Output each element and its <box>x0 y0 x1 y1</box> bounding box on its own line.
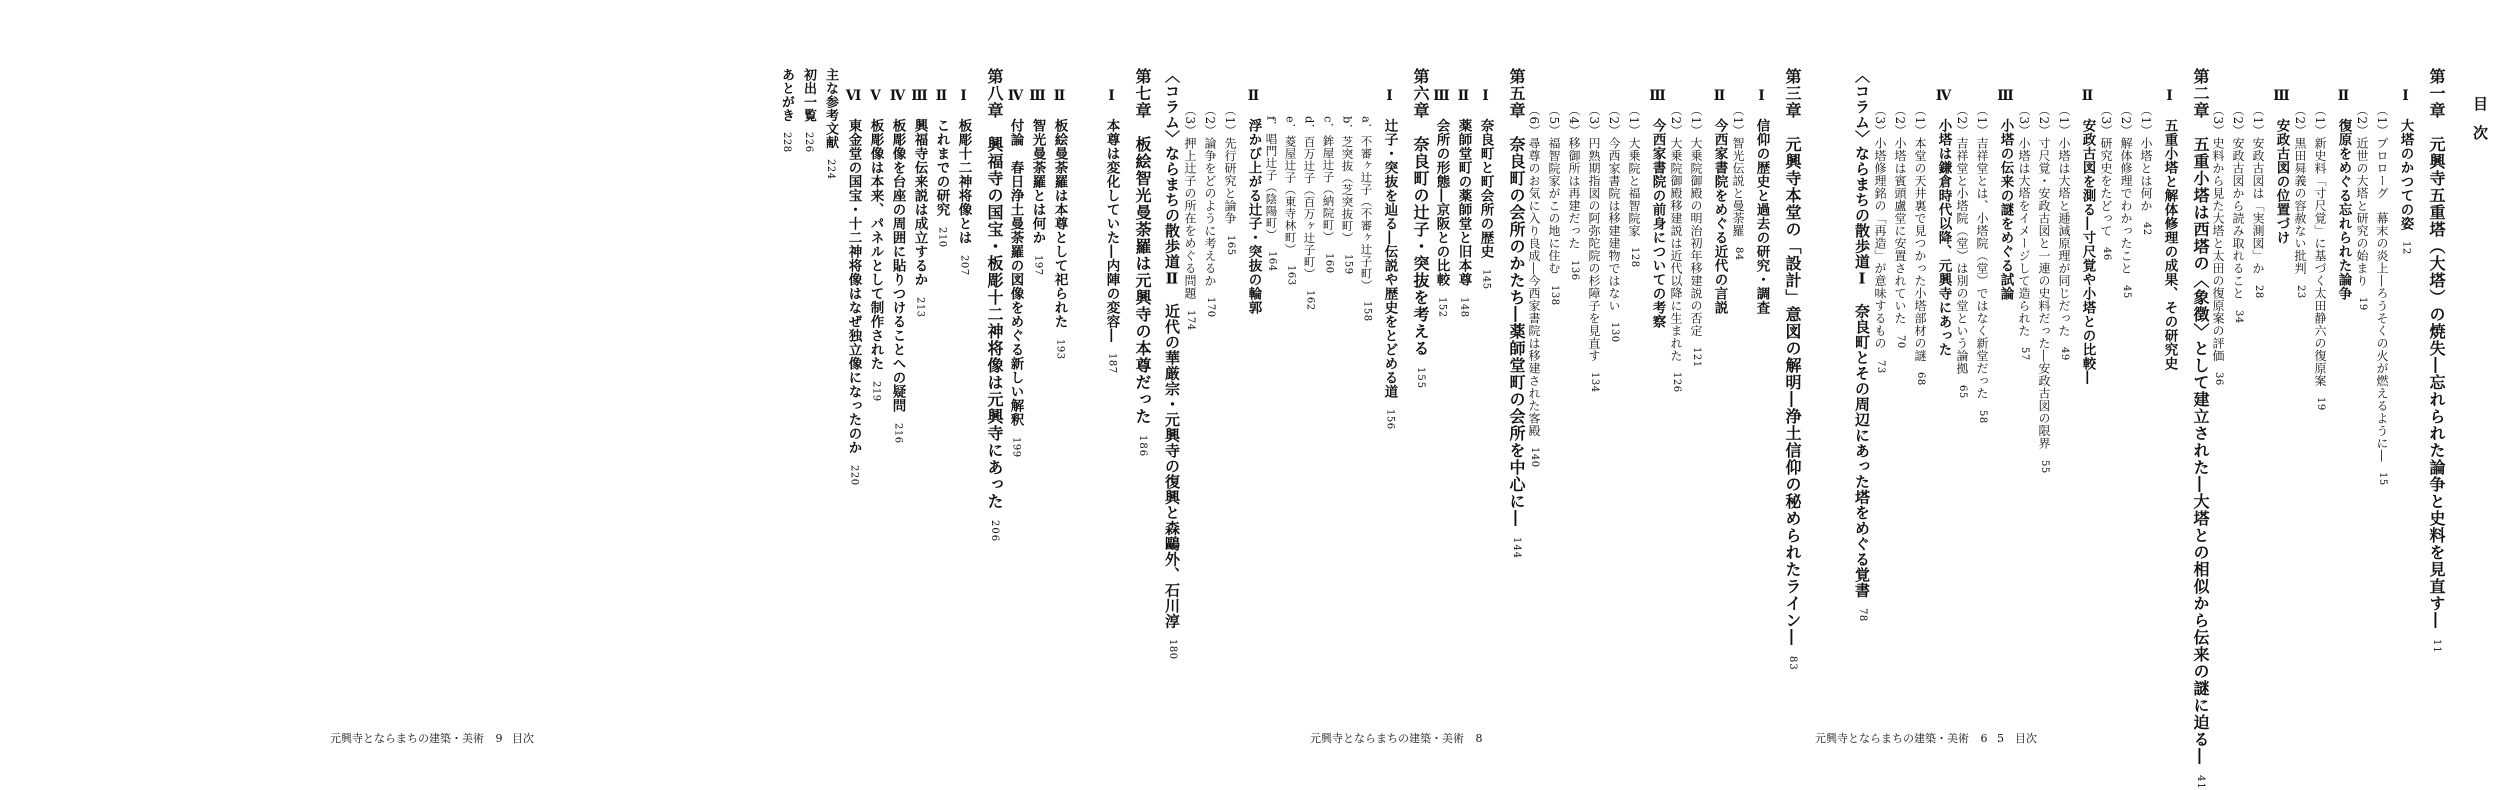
toc-entry-page: 36 <box>2213 372 2224 386</box>
toc-entry-section <box>846 88 860 485</box>
toc-entry-page: 162 <box>1304 289 1316 311</box>
footer-left-page: 9 <box>495 732 503 745</box>
toc-entry-item <box>2212 104 2224 386</box>
toc-entry-text: （2）近世の大塔と研究の始まり <box>2355 104 2369 288</box>
toc-entry-section <box>1246 88 1260 315</box>
toc-entry-chapter <box>1412 68 1428 389</box>
toc-entry-text: （2）大乗院御殿移建説は近代以降に生まれた <box>1669 104 1683 363</box>
toc-entry-text: Ⅴ 板彫像は本来、パネルとして制作された <box>867 88 884 371</box>
toc-entry-text: Ⅱ 安政古図を測る―寸尺覚や小塔との比較― <box>2079 88 2096 385</box>
toc-entry-section <box>2162 88 2176 371</box>
toc-entry-text: Ⅲ 小塔の伝来の謎をめぐる試論 <box>1997 88 2014 301</box>
toc-entry-subitem <box>1265 116 1277 271</box>
toc-entry-item <box>1528 104 1540 468</box>
toc-entry-item <box>1568 104 1580 280</box>
footer-left <box>330 730 534 746</box>
toc-entry-section <box>1754 88 1768 315</box>
toc-entry-page: 78 <box>1857 608 1868 622</box>
toc-entry-item <box>1956 104 1968 398</box>
toc-entry-misc <box>802 68 815 153</box>
toc-entry-page: 73 <box>1875 359 1886 374</box>
toc-entry-text: 第七章 板絵智光曼荼羅は元興寺の本尊だった <box>1133 68 1152 425</box>
toc-entry-section <box>1104 88 1118 373</box>
toc-entry-column <box>1854 68 1869 622</box>
toc-entry-page: 160 <box>1323 252 1335 274</box>
toc-entry-text: 第六章 奈良町の辻子・突抜を考える <box>1411 68 1430 357</box>
toc-entry-text: 第三章 元興寺本堂の「設計」意図の解明―浄土信仰の秘められたライン― <box>1783 68 1802 646</box>
toc-entry-text: Ⅱ 復原をめぐる忘れられた論争 <box>2335 88 2352 301</box>
footer-right-page: 6 <box>1980 732 1988 745</box>
toc-entry-text: Ⅲ 興福寺伝来説は成立するか <box>911 88 928 287</box>
toc-entry-text: 第一章 元興寺五重塔（大塔）の焼失―忘れられた論争と史料を見直す― <box>2427 68 2446 629</box>
toc-entry-page: 165 <box>1225 234 1236 256</box>
toc-entry-text: （1）本堂の天井裏で見つかった小塔部材の謎 <box>1913 104 1927 363</box>
footer-middle-page: 8 <box>1475 732 1483 745</box>
toc-entry-subitem <box>1360 116 1372 322</box>
toc-entry-text: （6）尋尊のお気に入り良成―今西家書院は移建された客殿 <box>1527 104 1541 438</box>
toc-entry-misc <box>824 68 837 180</box>
toc-entry-page: 121 <box>1691 347 1702 368</box>
toc-title: 目次 <box>2471 96 2489 154</box>
toc-entry-item <box>1690 104 1702 368</box>
toc-entry-chapter <box>1134 68 1150 457</box>
toc-entry-section <box>1456 88 1470 317</box>
toc-entry-page: 144 <box>1511 537 1522 560</box>
toc-entry-text: Ⅱ 今西家書院をめぐる近代の言説 <box>1711 88 1728 315</box>
toc-entry-chapter <box>2428 68 2444 654</box>
toc-entry-subitem <box>1322 116 1334 274</box>
toc-entry-text: （3）押上辻子の所在をめぐる問題 <box>1183 104 1197 300</box>
toc-entry-text: a．不審ヶ辻子（不審ヶ辻子町） <box>1359 116 1374 292</box>
toc-entry-section <box>2080 88 2094 385</box>
toc-entry-page: 228 <box>781 132 792 153</box>
toc-entry-chapter <box>2192 68 2208 790</box>
toc-entry-text: （2）寸尺覚・安政古図と一連の史料だった―安政古図の限界 <box>2037 104 2051 450</box>
toc-entry-item <box>1608 104 1620 343</box>
toc-entry-page: 140 <box>1529 447 1540 468</box>
toc-entry-item <box>2058 104 2070 361</box>
toc-entry-page: 197 <box>1032 254 1044 276</box>
toc-entry-page: 15 <box>2377 472 2388 486</box>
toc-entry-text: （1）吉祥堂とは、小塔院（堂）ではなく新堂だった <box>1975 104 1989 400</box>
toc-entry-text: 〈コラム〉ならまちの散歩道Ⅱ 近代の華厳宗・元興寺の復興と森鷗外、石川淳 <box>1163 68 1181 629</box>
toc-entry-page: 156 <box>1384 408 1396 430</box>
toc-entry-page: 158 <box>1361 301 1373 322</box>
toc-entry-text: Ⅰ 本尊は変化していた―内陣の変容― <box>1103 88 1120 343</box>
toc-entry-page: 128 <box>1629 247 1640 268</box>
toc-entry-page: 159 <box>1342 253 1354 275</box>
toc-entry-page: 68 <box>1915 372 1926 386</box>
toc-entry-text: （4）移御所は再建だった <box>1567 104 1581 250</box>
toc-entry-text: Ⅳ 付論 春日浄土曼荼羅の図像をめぐる新しい解釈 <box>1007 88 1024 427</box>
toc-entry-page: 163 <box>1285 265 1297 286</box>
toc-entry-page: 12 <box>2400 240 2412 255</box>
toc-entry-section <box>1936 88 1950 357</box>
toc-entry-text: 第五章 奈良町の会所のかたち―薬師堂町の会所を中心に― <box>1507 68 1526 527</box>
toc-entry-section <box>2336 88 2350 301</box>
toc-entry-section <box>2398 88 2412 254</box>
toc-entry-page: 55 <box>2039 459 2050 474</box>
toc-entry-item <box>1548 104 1560 305</box>
toc-entry-item <box>2376 104 2388 486</box>
toc-entry-page: 130 <box>1609 322 1620 343</box>
toc-entry-chapter <box>1784 68 1800 671</box>
toc-entry-section <box>1030 88 1044 275</box>
toc-entry-page: 70 <box>1895 334 1906 349</box>
toc-entry-section <box>956 88 970 275</box>
toc-entry-text: （5）福智院家がこの地に住む <box>1547 104 1561 275</box>
toc-entry-page: 206 <box>989 520 1000 543</box>
toc-entry-page: 193 <box>1054 338 1066 360</box>
toc-entry-text: b．芝突抜（芝突抜町） <box>1340 116 1355 244</box>
toc-entry-page: 207 <box>958 254 970 276</box>
toc-entry-text: （1）小塔は大塔と逓減原理が同じだった <box>2057 104 2071 338</box>
toc-entry-text: （1）新史料「寸尺覚」に基づく太田静六の復原案 <box>2313 104 2327 388</box>
toc-entry-text: Ⅲ 安政古図の位置づけ <box>2273 88 2290 245</box>
toc-entry-page: 134 <box>1589 372 1600 393</box>
toc-entry-item <box>1894 104 1906 348</box>
toc-entry-text: 第二章 五重小塔は西塔の〈象徴〉として建立された―大塔との相似から伝来の謎に迫る― <box>2191 68 2210 765</box>
toc-entry-text: Ⅱ これまでの研究 <box>933 88 950 217</box>
toc-entry-section <box>890 88 904 443</box>
toc-entry-page: 57 <box>2019 347 2030 361</box>
toc-entry-chapter <box>1508 68 1524 559</box>
toc-entry-page: 65 <box>1957 384 1968 399</box>
toc-entry-page: 45 <box>2121 284 2132 299</box>
toc-entry-subitem <box>1284 116 1296 286</box>
toc-entry-item <box>2294 104 2306 298</box>
toc-entry-text: Ⅱ 板絵曼荼羅は本尊として祀られた <box>1051 88 1068 329</box>
toc-entry-text: 主な参考文献 <box>823 68 838 149</box>
toc-entry-text: Ⅱ 浮かび上がる辻子・突抜の輪郭 <box>1245 88 1262 315</box>
toc-entry-text: （1）先行研究と論争 <box>1223 104 1237 225</box>
toc-entry-text: （1）大乗院御殿の明治初年移建説の否定 <box>1689 104 1703 338</box>
toc-entry-page: 42 <box>2141 222 2152 236</box>
toc-entry-text: Ⅲ 今西家書院の前身についての考察 <box>1649 88 1666 329</box>
toc-entry-section <box>934 88 948 247</box>
toc-entry-section <box>1650 88 1664 329</box>
toc-entry-section <box>1998 88 2012 301</box>
toc-entry-page: 41 <box>2195 775 2206 790</box>
toc-entry-page: 180 <box>1167 639 1178 660</box>
toc-entry-item <box>1588 104 1600 393</box>
toc-entry-page: 19 <box>2357 297 2368 311</box>
toc-entry-page: 210 <box>936 226 948 248</box>
toc-entry-text: Ⅰ 信仰の歴史と過去の研究・調査 <box>1753 88 1770 315</box>
toc-entry-text: Ⅰ 板彫十二神将像とは <box>955 88 972 245</box>
toc-entry-misc <box>780 68 793 153</box>
footer-left-text: 元興寺とならまちの建築・美術 <box>330 732 484 745</box>
toc-entry-text: （1）大乗院と福智院家 <box>1627 104 1641 238</box>
toc-entry-page: 216 <box>892 422 904 444</box>
toc-entry-column <box>1164 68 1179 660</box>
toc-entry-item <box>2140 104 2152 236</box>
toc-entry-item <box>1732 104 1744 261</box>
toc-entry-page: 136 <box>1569 259 1580 281</box>
footer-right-text: 元興寺とならまちの建築・美術 <box>1815 732 1969 745</box>
toc-entry-text: d．百万辻子（百万ヶ辻子町） <box>1302 116 1317 280</box>
toc-entry-page: 58 <box>1977 409 1988 424</box>
toc-entry-page: 34 <box>2233 309 2244 324</box>
toc-entry-text: （3）小塔修理銘の「再造」が意味するもの <box>1873 104 1887 350</box>
toc-entry-section <box>1712 88 1726 315</box>
toc-entry-item <box>1976 104 1988 423</box>
toc-entry-text: 初出一覧 <box>801 68 816 122</box>
toc-entry-item <box>2232 104 2244 323</box>
toc-entry-page: 186 <box>1137 435 1148 458</box>
toc-entry-text: 第八章 興福寺の国宝・板彫十二神将像は元興寺にあった <box>985 68 1004 510</box>
toc-entry-text: Ⅰ 大塔のかつての姿 <box>2397 88 2414 231</box>
toc-entry-text: （1）小塔とは何か <box>2139 104 2153 213</box>
toc-entry-section <box>1008 88 1022 457</box>
toc-entry-item <box>2100 104 2112 261</box>
toc-entry-item <box>1184 104 1196 330</box>
footer-middle-text: 元興寺とならまちの建築・美術 <box>1310 732 1464 745</box>
toc-entry-item <box>1224 104 1236 255</box>
toc-entry-page: 11 <box>2431 639 2442 654</box>
toc-entry-item <box>1204 104 1216 318</box>
toc-entry-text: Ⅱ 薬師堂町の薬師堂と旧本尊 <box>1455 88 1472 287</box>
toc-entry-item <box>1628 104 1640 268</box>
toc-entry-text: 〈コラム〉ならまちの散歩道Ⅰ 奈良町とその周辺にあった塔をめぐる覚書 <box>1853 68 1871 598</box>
toc-entry-text: （3）研究史をたどって <box>2099 104 2113 238</box>
toc-entry-text: （2）黒田曻義の容赦ない批判 <box>2293 104 2307 275</box>
toc-entry-page: 46 <box>2101 247 2112 261</box>
toc-entry-section <box>912 88 926 317</box>
toc-entry-text: （3）史料から見た大塔と太田の復原案の評価 <box>2211 104 2225 363</box>
toc-entry-text: Ⅳ 板彫像を台座の周囲に貼りつけることへの疑問 <box>889 88 906 413</box>
toc-entry-text: （2）吉祥堂と小塔院（堂）は別の堂という論拠 <box>1955 104 1969 375</box>
toc-entry-text: （1）智光伝説と曼荼羅 <box>1731 104 1745 238</box>
toc-entry-section <box>1478 88 1492 289</box>
toc-entry-chapter <box>986 68 1002 542</box>
toc-entry-text: Ⅰ 奈良町と町会所の歴史 <box>1477 88 1494 259</box>
toc-entry-page: 49 <box>2059 347 2070 361</box>
toc-entry-page: 19 <box>2315 397 2326 411</box>
footer-left-label: 目次 <box>512 732 534 745</box>
toc-entry-section <box>868 88 882 401</box>
toc-entry-section <box>1434 88 1448 317</box>
toc-entry-page: 224 <box>825 159 836 180</box>
toc-entry-page: 213 <box>914 296 926 318</box>
toc-entry-section <box>2274 88 2288 245</box>
toc-entry-text: f．唱門辻子（陰陽町） <box>1264 116 1279 241</box>
toc-entry-subitem <box>1341 116 1353 274</box>
toc-entry-page: 174 <box>1185 309 1196 331</box>
toc-entry-page: 220 <box>848 464 860 486</box>
toc-entry-item <box>1874 104 1886 373</box>
toc-entry-text: （2）小塔は賓頭盧堂に安置されていた <box>1893 104 1907 325</box>
toc-entry-page: 187 <box>1106 352 1118 374</box>
toc-entry-text: （1）安政古図は「実測図」か <box>2251 104 2265 275</box>
toc-entry-page: 164 <box>1266 250 1278 272</box>
toc-entry-item <box>2018 104 2030 361</box>
toc-entry-text: e．菱屋辻子（東寺林町） <box>1283 116 1298 256</box>
toc-entry-page: 145 <box>1480 268 1492 290</box>
toc-entry-page: 23 <box>2295 284 2306 299</box>
toc-entry-page: 219 <box>870 380 882 402</box>
toc-entry-page: 126 <box>1671 372 1682 393</box>
toc-entry-text: Ⅰ 五重小塔と解体修理の成果、その研究史 <box>2161 88 2178 371</box>
toc-entry-text: Ⅳ 小塔は鎌倉時代以降、元興寺にあった <box>1935 88 1952 357</box>
toc-entry-page: 28 <box>2253 284 2264 299</box>
toc-entry-item <box>1670 104 1682 393</box>
toc-entry-page: 138 <box>1549 284 1560 306</box>
toc-entry-page: 83 <box>1787 656 1798 671</box>
toc-entry-text: （3）小塔は大塔をイメージして造られた <box>2017 104 2031 338</box>
footer-right-label: 5 目次 <box>1997 732 2037 745</box>
toc-entry-text: Ⅲ 会所の形態―京阪との比較 <box>1433 88 1450 287</box>
toc-entry-text: （2）論争をどのように考えるか <box>1203 104 1217 288</box>
toc-entry-text: （3）円熟期指図の阿弥陀院の杉障子を見直す <box>1587 104 1601 363</box>
toc-entry-item <box>2120 104 2132 298</box>
toc-entry-text: （2）安政古図から読み取れること <box>2231 104 2245 300</box>
toc-entry-page: 84 <box>1733 247 1744 261</box>
toc-entry-page: 170 <box>1205 297 1216 318</box>
toc-entry-page: 226 <box>803 132 814 153</box>
toc-entry-item <box>2038 104 2050 473</box>
toc-entry-page: 199 <box>1010 436 1022 458</box>
toc-entry-page: 148 <box>1458 296 1470 318</box>
toc-entry-text: Ⅲ 智光曼荼羅とは何か <box>1029 88 1046 245</box>
toc-entry-page: 152 <box>1436 296 1448 318</box>
toc-entry-text: （1）プロローグ 幕末の炎上―ろうそくの火が燃えるように― <box>2375 104 2389 463</box>
footer-right <box>1815 730 2037 746</box>
toc-entry-text: c．鉾屋辻子（納院町） <box>1321 116 1336 243</box>
toc-entry-page: 155 <box>1415 367 1426 390</box>
toc-entry-item <box>2314 104 2326 411</box>
toc-entry-text: Ⅰ 辻子・突抜を辿る―伝説や歴史をとどめる道 <box>1381 88 1398 399</box>
toc-entry-text: （2）解体修理でわかったこと <box>2119 104 2133 275</box>
toc-entry-text: あとがき <box>779 68 794 122</box>
footer-middle <box>1310 730 1483 746</box>
toc-entry-item <box>2252 104 2264 298</box>
toc-entry-item <box>2356 104 2368 311</box>
toc-entry-text: （2）今西家書院は移建建物ではない <box>1607 104 1621 313</box>
toc-entry-section <box>1382 88 1396 429</box>
toc-entry-text: Ⅵ 東金堂の国宝・十二神将像はなぜ独立像になったのか <box>845 88 862 455</box>
toc-entry-section <box>1052 88 1066 359</box>
toc-entry-item <box>1914 104 1926 386</box>
toc-entry-subitem <box>1303 116 1315 310</box>
